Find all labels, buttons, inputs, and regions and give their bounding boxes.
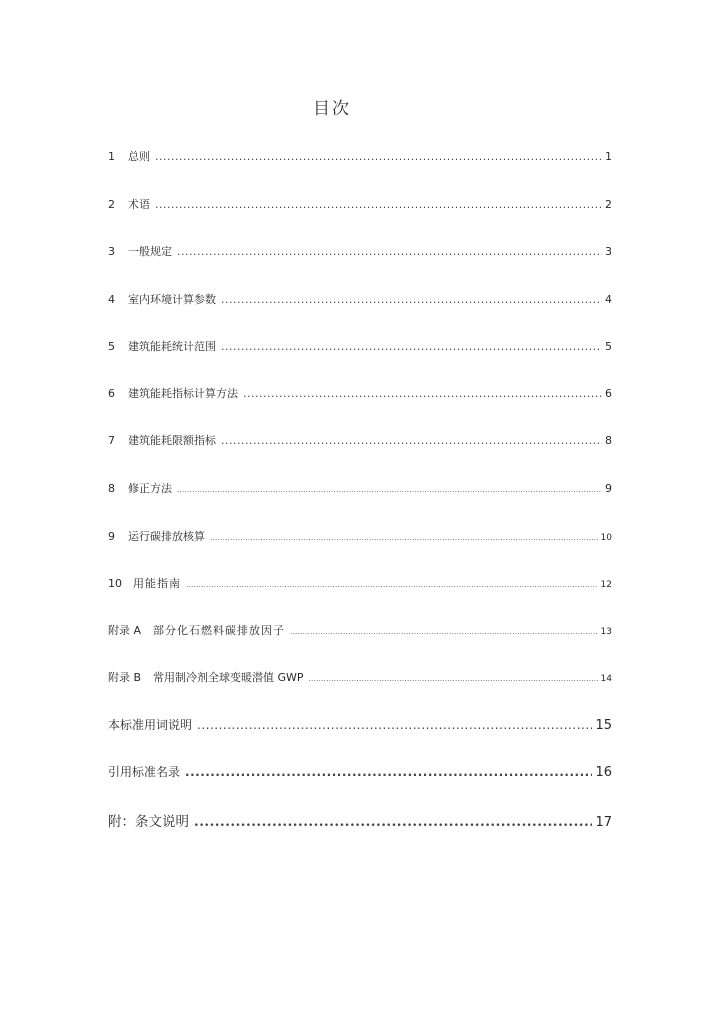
toc-entry-label: 部分化石燃料碳排放因子	[153, 624, 285, 637]
toc-entry-page: 12	[600, 580, 612, 590]
toc-entry-label: 术语	[128, 198, 150, 211]
toc-entry-page: 13	[600, 627, 612, 637]
toc-entry-label: 引用标准名录	[108, 765, 181, 779]
toc-entry-page: 8	[605, 434, 612, 447]
toc-leader	[243, 387, 602, 400]
toc-entry-number: 7	[108, 434, 115, 447]
page-title: 目次	[313, 99, 351, 119]
toc-entry-page: 16	[595, 765, 612, 780]
toc-leader	[290, 628, 598, 636]
toc-entry-page: 17	[595, 815, 612, 830]
toc-entry-number: 10	[108, 577, 122, 590]
toc-leader	[186, 581, 598, 589]
toc-entry-page: 15	[595, 718, 612, 733]
toc-entry-number: 3	[108, 245, 115, 258]
toc-entry-number: 4	[108, 293, 115, 306]
toc-leader	[177, 245, 602, 258]
toc-entry[interactable]	[108, 243, 612, 259]
toc-leader	[185, 765, 592, 779]
toc-entry[interactable]	[108, 291, 612, 307]
toc-entry-number: 5	[108, 340, 115, 353]
toc-entry-label: 用能指南	[133, 577, 181, 590]
toc-entry-page: 4	[605, 293, 612, 306]
toc-entry-number: 附录 B	[108, 671, 142, 684]
toc-entry[interactable]	[108, 148, 612, 164]
toc-entry-page: 3	[605, 245, 612, 258]
toc-entry-number: 9	[108, 530, 115, 543]
toc-entry[interactable]	[108, 575, 612, 591]
toc-entry-label: 运行碳排放核算	[128, 530, 205, 543]
toc-entry-number: 8	[108, 482, 115, 495]
toc-leader	[194, 814, 592, 830]
toc-entry-number: 2	[108, 198, 115, 211]
toc-entry[interactable]	[108, 196, 612, 212]
toc-entry-label: 总则	[128, 150, 150, 163]
toc-entry[interactable]	[108, 716, 612, 733]
toc-entry[interactable]	[108, 622, 612, 638]
toc-leader	[155, 198, 602, 211]
toc-entry-page: 6	[605, 387, 612, 400]
toc-entry-page: 5	[605, 340, 612, 353]
toc-entry[interactable]	[108, 810, 612, 830]
toc-entry-number: 6	[108, 387, 115, 400]
toc-entry[interactable]	[108, 338, 612, 354]
toc-entry-label: 建筑能耗限额指标	[128, 434, 216, 447]
toc-entry-page: 1	[605, 150, 612, 163]
toc-leader	[221, 340, 602, 353]
toc-entry-page: 9	[605, 482, 612, 495]
toc-entry[interactable]	[108, 669, 612, 685]
toc-entry-label: 修正方法	[128, 482, 172, 495]
toc-leader	[221, 293, 602, 306]
toc-entry[interactable]	[108, 763, 612, 780]
toc-entry-page: 2	[605, 198, 612, 211]
toc-entry-label: 常用制冷剂全球变暖潜值 GWP	[153, 671, 304, 684]
toc-leader	[177, 486, 602, 494]
toc-leader	[197, 718, 592, 732]
toc-entry-label: 本标准用词说明	[108, 718, 193, 732]
toc-entry[interactable]	[108, 480, 612, 496]
toc-leader	[221, 434, 602, 447]
toc-entry[interactable]	[108, 385, 612, 401]
toc-entry-label: 建筑能耗指标计算方法	[128, 387, 238, 400]
toc-entry-number: 1	[108, 150, 115, 163]
toc-leader	[155, 150, 602, 163]
toc-entry-number: 附录 A	[108, 624, 142, 637]
toc-entry-label: 附：条文说明	[108, 814, 189, 830]
toc-entry-page: 10	[600, 533, 612, 543]
toc-leader	[309, 675, 598, 683]
toc-entry-label: 建筑能耗统计范围	[128, 340, 216, 353]
toc-entry[interactable]	[108, 528, 612, 544]
toc-entry-page: 14	[600, 674, 612, 684]
toc-entry-label: 一般规定	[128, 245, 172, 258]
toc-leader	[210, 534, 598, 542]
toc-entry[interactable]	[108, 432, 612, 448]
toc-entry-label: 室内环境计算参数	[128, 293, 216, 306]
